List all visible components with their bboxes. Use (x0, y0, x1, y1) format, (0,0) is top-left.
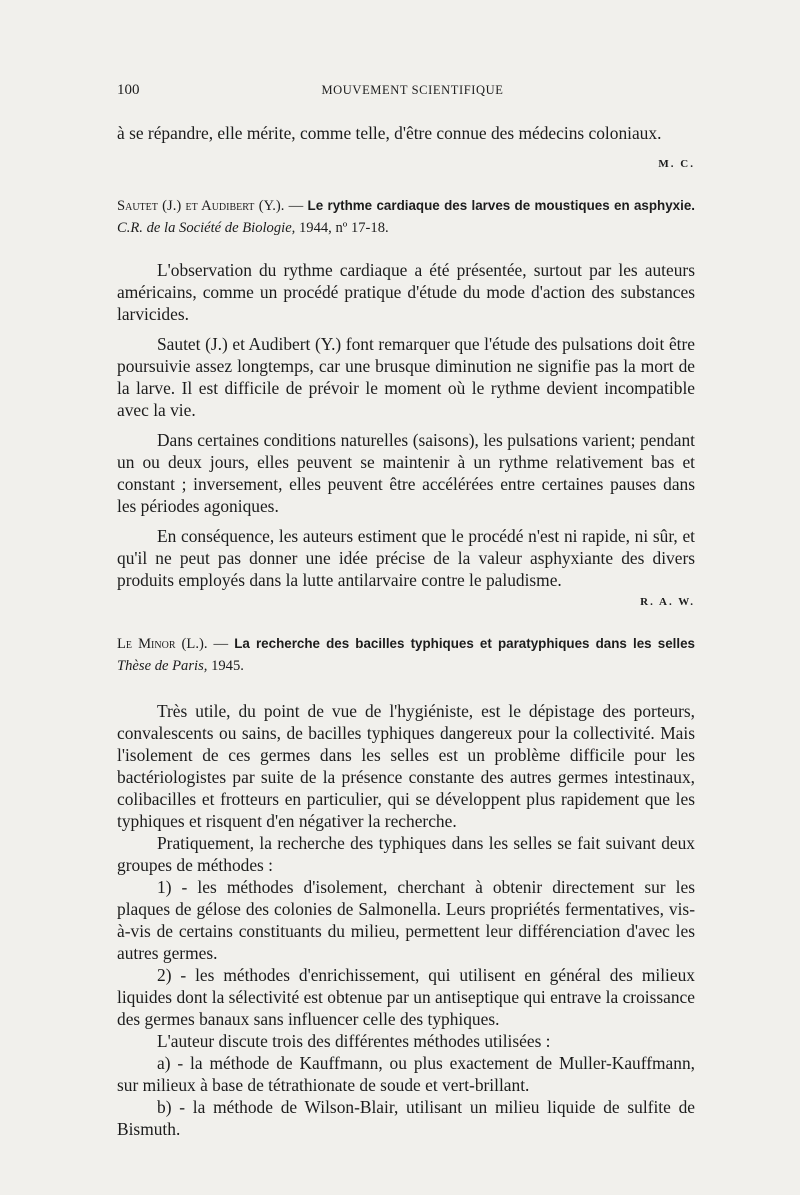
article1-paragraph: En conséquence, les auteurs estiment que le procédé n'est ni rapide, ni sûr, et qu'il ne peut pas donner une idée précise de la valeur asphyxiante des divers produits employés dans la lutte antilarvaire contre le paludisme. (117, 526, 695, 590)
running-title: MOUVEMENT SCIENTIFIQUE (321, 83, 504, 97)
article1-authors: Sautet (J.) et Audibert (Y.). — (117, 198, 304, 214)
page-content (117, 122, 695, 1140)
article1-title: Le rythme cardiaque des larves de moustiques en asphyxie. (307, 198, 696, 213)
article2-reference (117, 633, 695, 677)
article2-list-item: 2) - les méthodes d'enrichissement, qui utilisent en général des milieux liquides dont la sélectivité est obtenue par un antiseptique qui entrave la croissance des germes banaux sans influencer celle des typhiques. (117, 965, 695, 1029)
article1-paragraph: L'observation du rythme cardiaque a été présentée, surtout par les auteurs américains, comme un procédé pratique d'étude du mode d'action des substances larvicides. (117, 260, 695, 324)
article2-author: Le Minor (L.). — (117, 636, 229, 652)
article2-paragraph: Très utile, du point de vue de l'hygiéniste, est le dépistage des porteurs, convalescents ou sains, de bacilles typhiques dangereux pour la collectivité. Mais l'isolement de ces germes dans les selles est un problème difficile pour les bactériologistes par suite de la présence constante des autres germes intestinaux, colibacilles et frotteurs en particulier, qui se développent plus rapidement que les typhiques et risquent d'en négativer la recherche. (117, 701, 695, 831)
article2-paragraph: Pratiquement, la recherche des typhiques dans les selles se fait suivant deux groupes de méthodes : (117, 833, 695, 875)
article1-signature: R. A. W. (640, 596, 695, 608)
article1-source: C.R. de la Société de Biologie, (117, 220, 296, 236)
article2-title: La recherche des bacilles typhiques et paratyphiques dans les selles (234, 636, 695, 651)
page-header (117, 82, 708, 104)
intro-signature: M. C. (658, 158, 695, 170)
article2-source: Thèse de Paris, (117, 658, 208, 674)
page-number: 100 (117, 82, 140, 98)
article2-list-item: 1) - les méthodes d'isolement, cherchant à obtenir directement sur les plaques de gélose des colonies de Salmonella. Leurs propriétés fermentatives, vis-à-vis de certains constituants du milieu, permettent leur différenciation d'avec les autres germes. (117, 877, 695, 963)
article2-list-item: a) - la méthode de Kauffmann, ou plus exactement de Muller-Kauffmann, sur milieux à base de tétrathionate de soude et vert-brillant. (117, 1053, 695, 1095)
article2-paragraph: L'auteur discute trois des différentes méthodes utilisées : (157, 1031, 551, 1051)
article1-paragraph: Dans certaines conditions naturelles (saisons), les pulsations varient; pendant un ou deux jours, elles peuvent se maintenir à un rythme relativement bas et constant ; inversement, elles peuvent être accélérées entre certaines pauses dans les périodes agoniques. (117, 430, 695, 516)
article2-year: 1945. (211, 658, 244, 674)
article1-year-issue: 1944, nº 17-18. (298, 220, 389, 236)
article2-list-item: b) - la méthode de Wilson-Blair, utilisant un milieu liquide de sulfite de Bismuth. (117, 1097, 695, 1139)
article1-reference (117, 195, 695, 239)
intro-paragraph: à se répandre, elle mérite, comme telle, d'être connue des médecins coloniaux. (117, 123, 662, 143)
article1-paragraph: Sautet (J.) et Audibert (Y.) font remarquer que l'étude des pulsations doit être poursuivie assez longtemps, car une brusque diminution ne signifie pas la mort de la larve. Il est difficile de prévoir le moment où le rythme devient incompatible avec la vie. (117, 334, 695, 420)
